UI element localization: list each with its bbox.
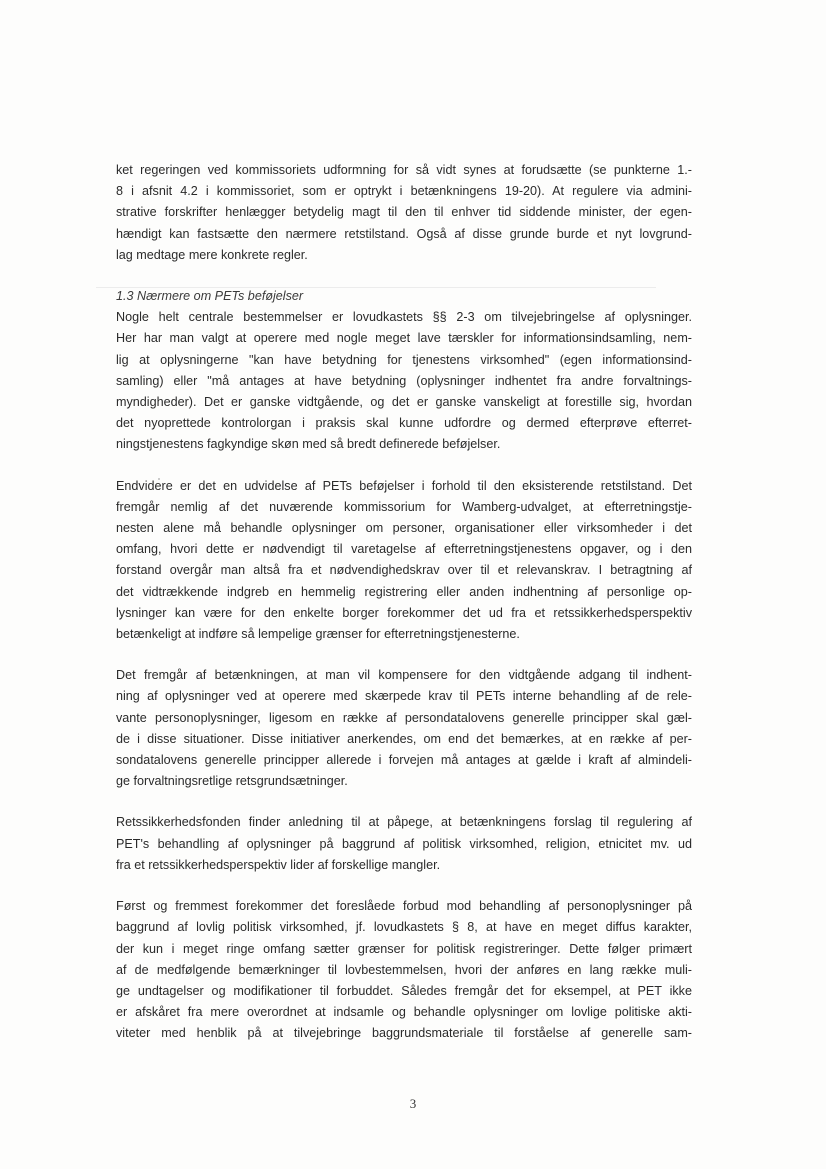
text-line: Først og fremmest forekommer det foreslåede forbud mod behandling af personoplysninger på	[116, 899, 692, 914]
paragraph	[116, 896, 692, 1044]
text-line: omfang, hvori dette er nødvendigt til varetagelse af efterretningstjenestens opgaver, og i den	[116, 542, 692, 557]
text-line: Nogle helt centrale bestemmelser er lovudkastets §§ 2-3 om tilvejebringelse af oplysninger.	[116, 310, 692, 325]
text-line: fremgår nemlig af det nuværende kommissorium for Wamberg-udvalget, at efterretningstje-	[116, 499, 692, 514]
text-line: 8 i afsnit 4.2 i kommissoriet, som er optrykt i betænkningens 19-20). At regulere via admini-	[116, 184, 692, 199]
text-line: sondatalovens generelle principper allerede i forvejen må antages at gælde i kraft af almindeli-	[116, 753, 692, 768]
text-line: af de medfølgende bemærkninger til lovbestemmelsen, hvori der anføres en lang række muli-	[116, 962, 692, 977]
text-line: ge forvaltningsretlige retsgrundsætninger.	[116, 774, 348, 789]
text-line: lysninger kan være for den enkelte borger forekommer det ud fra et retssikkerhedsperspektiv	[116, 605, 692, 620]
text-line: ning af oplysninger ved at operere med skærpede krav til PETs interne behandling af de rele-	[116, 689, 692, 704]
text-line: forstand overgår man altså fra et nødvendighedskrav over til et relevanskrav. I betragtning af	[116, 563, 692, 578]
section-heading: 1.3 Nærmere om PETs beføjelser	[116, 289, 304, 304]
text-line: lag medtage mere konkrete regler.	[116, 247, 308, 262]
text-line: nesten alene må behandle oplysninger om personer, organisationer eller virksomheder i det	[116, 521, 692, 536]
paragraph	[116, 160, 692, 266]
text-line: Endvidere er det en udvidelse af PETs beføjelser i forhold til den eksisterende retstilstand. Det	[116, 478, 692, 493]
paragraph	[116, 812, 692, 876]
text-line: myndigheder). Det er ganske vidtgående, og det er ganske vanskeligt at forestille sig, hvordan	[116, 395, 692, 410]
text-line: ningstjenestens fagkyndige skøn med så bredt definerede beføjelser.	[116, 437, 501, 452]
section-1-3	[116, 286, 692, 456]
text-line: ge undtagelser og modifikationer til forbuddet. Således fremgår det for eksempel, at PET ikke	[116, 983, 692, 998]
text-line: de i disse situationer. Disse initiativer anerkendes, om end det bemærkes, at en række af per-	[116, 731, 692, 746]
text-line: lig at oplysningerne "kan have betydning for tjenestens virksomhed" (egen informationsind-	[116, 352, 692, 367]
text-line: er afskåret fra mere overordnet at indsamle og behandle oplysninger om lovlige politiske akti-	[116, 1005, 692, 1020]
text-line: PET's behandling af oplysninger på baggrund af politisk virksomhed, religion, etnicitet mv. ud	[116, 836, 692, 851]
text-line: Retssikkerhedsfonden finder anledning til at påpege, at betænkningens forslag til regulering af	[116, 815, 692, 830]
text-line: der kun i meget ringe omfang sætter grænser for politisk registreringer. Dette følger primært	[116, 941, 692, 956]
text-line: Her har man valgt at operere med nogle meget lave tærskler for informationsindsamling, nem-	[116, 331, 692, 346]
paragraph	[116, 665, 692, 792]
page-number: 3	[409, 1096, 417, 1111]
text-line: viteter med henblik på at tilvejebringe baggrundsmateriale til forståelse af generelle sam-	[116, 1026, 692, 1041]
body-text	[116, 160, 692, 1065]
text-line: fra et retssikkerhedsperspektiv lider af forskellige mangler.	[116, 857, 441, 872]
text-line: samling) eller "må antages at have betydning (oplysninger indhentet fra andre forvaltnings-	[116, 373, 692, 388]
text-line: det nyoprettede kontrolorgan i praksis skal kunne udfordre og dermed efterprøve efterret-	[116, 416, 692, 431]
paragraph	[116, 476, 692, 646]
text-line: hændigt kan fastsætte den nærmere retstilstand. Også af disse grunde burde et nyt lovgrund-	[116, 226, 692, 241]
text-line: Det fremgår af betænkningen, at man vil kompensere for den vidtgående adgang til indhent-	[116, 668, 692, 683]
text-line: betænkeligt at indføre så lempelige grænser for efterretningstjenesterne.	[116, 627, 520, 642]
text-line: det vidtrækkende indgreb en hemmelig registrering eller anden indhentning af personlige op-	[116, 584, 692, 599]
text-line: vante personoplysninger, ligesom en række af persondatalovens generelle principper skal gæl-	[116, 710, 692, 725]
text-line: ket regeringen ved kommissoriets udformning for så vidt synes at forudsætte (se punkterne 1.-	[116, 163, 692, 177]
text-line: strative forskrifter henlægger betydelig magt til den til enhver tid siddende minister, der egen-	[116, 205, 692, 220]
text-line: baggrund af lovlig politisk virksomhed, jf. lovudkastets § 8, at have en meget diffus karakter,	[116, 920, 692, 935]
